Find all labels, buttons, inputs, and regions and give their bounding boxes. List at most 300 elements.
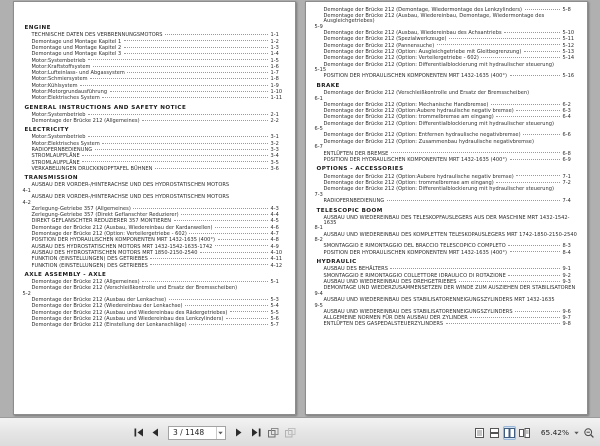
toc-entry-label: Demontage der Brücke 212 (Option: Differentialblockierung mit hydraulischer steuerung)	[323, 186, 555, 193]
toc-leader-dots	[215, 245, 268, 246]
toc-entry-label: RADIOFERNBEDIENUNG	[323, 197, 385, 204]
toc-entry-page: 3-3	[270, 147, 279, 154]
toc-leader-dots	[82, 155, 268, 156]
toc-entry-page: 5-4	[270, 303, 279, 310]
toc-entry-label: AUSBAU UND WIEDEREINBAU DES TELESKOPFAUSLEGERS AUS DER MASCHINE MRT 1432-1542-1635	[323, 214, 570, 226]
toc-entry-label: AUSBAU UND WIEDEREINBAU DES DREHGETRIEBES	[323, 279, 457, 286]
toc-leader-dots	[391, 152, 560, 153]
toc-entry-page: 4-4	[270, 212, 279, 219]
toc-entry-label: Demontage der Brücke 212 (Option: Verteilergetriebe - 602)	[31, 231, 187, 238]
toc-section-heading: AXLE ASSEMBLY - AXLE	[24, 271, 107, 278]
toc-entry[interactable]	[23, 264, 286, 269]
toc-entry-page: 8-3	[562, 243, 571, 250]
toc-leader-dots	[150, 264, 268, 265]
toc-entry[interactable]	[315, 152, 578, 157]
toc-entry-label: Demontage der Brücke 212 (Pannensuche)	[323, 42, 435, 49]
toc-entry-label: Demontage der Brücke 212 (Ausbau, Wiedereinbau der Kardanwellen)	[31, 224, 213, 231]
toc-entry-label: Demontage und Montage Kapitel 2	[31, 44, 122, 51]
toc-entry-label: Motor:Elektrisches System	[31, 140, 100, 147]
toc-entry-label: STROMLAUFPLÄNE	[31, 159, 80, 166]
toc-entry[interactable]	[315, 31, 578, 36]
toc-entry-label: FUNKTION (EINSTELLUNGEN) DES GETRIEBES	[31, 256, 148, 263]
toc-entry[interactable]	[315, 91, 578, 101]
zoom-and-view-group	[473, 418, 596, 446]
toc-entry[interactable]	[23, 238, 286, 243]
toc-entry-label: Demontage der Brücke 212 (Option:Aubere hydraulische negativ bremse)	[323, 173, 514, 180]
toc-entry-label: RADIOFERNBEDIENUNG	[31, 147, 93, 154]
toc-entry-page: 2-1	[270, 111, 279, 118]
toc-leader-dots	[523, 134, 560, 135]
toc-entry-label: Motor:Kühlsystem	[31, 82, 78, 89]
toc-entry-label: SMONTAGGIO E RIMONTAGGIO COLLETTORE IDRAULICO DI ROTAZIONE	[323, 272, 506, 279]
toc-entry-label: VERKABELUNGEN DRUCKKNOPFTAFEL BÜHNEN	[31, 165, 153, 172]
toc-entry[interactable]	[315, 233, 578, 243]
toc-entry[interactable]	[23, 142, 286, 147]
toc-leader-dots	[93, 66, 268, 67]
toc-leader-dots	[165, 34, 268, 35]
toc-entry-page: 1-3	[270, 44, 279, 51]
toc-entry-page: 4-11	[270, 256, 283, 263]
toc-leader-dots	[124, 40, 268, 41]
toc-entry[interactable]	[23, 251, 286, 256]
toc-entry[interactable]	[23, 232, 286, 237]
toc-leader-dots	[387, 200, 560, 201]
toc-section-heading: TRANSMISSION	[24, 175, 79, 182]
toc-entry-page: 4-2	[22, 199, 31, 206]
zoom-out-button[interactable]	[582, 425, 596, 440]
toc-leader-dots	[181, 214, 268, 215]
toc-entry-label: Motor:Lufteinlass- und Abgassystem	[31, 70, 125, 77]
toc-leader-dots	[496, 182, 560, 183]
toc-entry-page: 7-3	[314, 191, 323, 198]
toc-entry[interactable]	[315, 187, 578, 197]
toc-leader-dots	[481, 57, 560, 58]
toc-entry-page: 6-9	[562, 156, 571, 163]
toc-leader-dots	[524, 51, 560, 52]
toc-entry-page: 4-8	[270, 237, 279, 244]
toc-leader-dots	[185, 305, 268, 306]
toc-entry-label: Motor:Schmiersystem	[31, 76, 88, 83]
toc-entry[interactable]	[315, 280, 578, 285]
toc-entry-label: Demontage der Brücke 212 (Einstellung der Lenkanschläge)	[31, 322, 187, 329]
toc-entry-page: 6-3	[562, 108, 571, 115]
toc-leader-dots	[189, 324, 268, 325]
toc-entry-page: 9-5	[314, 302, 323, 309]
single-page-view-button[interactable]	[473, 426, 486, 440]
toc-entry-page: 3-4	[270, 153, 279, 160]
toc-entry-page: 1-7	[270, 70, 279, 77]
toc-section-heading: TELESCOPIC BOOM	[316, 207, 383, 214]
toc-section-heading: GENERAL INSTRUCTIONS AND SAFETY NOTICE	[24, 104, 187, 111]
toc-entry-page: 5-8	[562, 7, 571, 13]
toc-leader-dots	[88, 114, 268, 115]
toc-entry-label: Demontage der Brücke 212 (Option: Ausgleichgetriebe mit Gleitbegrenzung)	[323, 48, 522, 55]
toc-entry-label: Demontage und Montage Kapitel 3	[31, 51, 122, 58]
toc-leader-dots	[189, 233, 268, 234]
toc-entry[interactable]	[23, 213, 286, 218]
viewer-toolbar	[0, 417, 600, 446]
toc-section-heading: HYDRAULIC	[316, 259, 357, 266]
toc-entry[interactable]	[23, 161, 286, 166]
toc-entry-label: Demontage der Brücke 212 (Spezialwerkzeuge)	[323, 36, 447, 43]
toc-entry[interactable]	[315, 286, 578, 296]
toc-section-heading: ENGINE	[24, 25, 51, 32]
toc-entry-page: 7-2	[562, 179, 571, 186]
toc-entry[interactable]	[23, 226, 286, 231]
toc-entry[interactable]	[315, 199, 578, 204]
toc-entry[interactable]	[315, 251, 578, 256]
toc-entry[interactable]	[23, 59, 286, 64]
toc-entry-page: 4-6	[270, 224, 279, 231]
toc-entry-page: 1-6	[270, 63, 279, 70]
toc-entry[interactable]	[23, 167, 286, 172]
toc-leader-dots	[124, 53, 268, 54]
toc-entry-label: AUSBAU UND WIEDEREINBAU DES KOMPLETTEN TELESKOPAUSLEGERS MRT 1742-1850-2150-2540	[323, 231, 577, 238]
next-page-button[interactable]	[232, 425, 246, 440]
toc-entry-page: 1-4	[270, 51, 279, 58]
toc-leader-dots	[80, 85, 268, 86]
next-view-button[interactable]	[283, 425, 297, 440]
toc-entry-label: ALLGEMEINE NORMEN FÜR DEN AUSBAU DER ZYLINDER	[323, 315, 468, 322]
continuous-scroll-view-button[interactable]	[488, 426, 501, 440]
toc-entry-label: Motor:Systembetrieb	[31, 57, 86, 64]
toc-entry-page: 3-2	[270, 140, 279, 147]
toc-section-heading: OPTIONS - ACCESSORIES	[316, 166, 404, 173]
toc-entry[interactable]	[315, 244, 578, 249]
toc-entry[interactable]	[23, 154, 286, 159]
toc-entry-page: 5-7	[270, 322, 279, 329]
toc-entry-label: Demontage der Brücke 212 (Option: trommelbremse am eingang)	[323, 179, 494, 186]
toc-section-heading: BRAKE	[316, 82, 340, 89]
toc-entry[interactable]	[315, 103, 578, 108]
toc-leader-dots	[449, 38, 560, 39]
toc-leader-dots	[516, 175, 560, 176]
toc-entry[interactable]	[315, 140, 578, 150]
toc-entry-page: 8-4	[562, 249, 571, 256]
toc-entry-label: Demontage der Brücke 212 (Option: Verteilergetriebe - 602)	[323, 55, 479, 62]
toc-entry[interactable]	[23, 65, 286, 70]
toc-entry-page: 1-1	[270, 32, 279, 39]
toc-entry[interactable]	[23, 317, 286, 322]
toc-entry-page: 5-2	[22, 290, 31, 297]
toc-entry[interactable]	[315, 122, 578, 132]
toc-entry-page: 5-11	[562, 36, 575, 43]
toc-entry[interactable]	[23, 40, 286, 45]
toc-entry[interactable]	[315, 175, 578, 180]
toc-entry[interactable]	[315, 63, 578, 73]
toc-leader-dots	[102, 143, 268, 144]
toc-entry-label: ENTLÜFTEN DER BREMSE	[323, 150, 389, 157]
toc-leader-dots	[124, 47, 268, 48]
toc-leader-dots	[110, 91, 268, 92]
toc-leader-dots	[88, 136, 268, 137]
toc-entry[interactable]	[315, 158, 578, 163]
toc-entry-label: TECHNISCHE DATEN DES VERBRENNUNGSMOTORS	[31, 32, 163, 39]
zoom-level-value: 65.42%	[540, 428, 569, 437]
toc-entry-page: 1-2	[270, 38, 279, 45]
toc-entry-page: 5-6	[270, 315, 279, 322]
toc-entry-label: AUSBAU DER VORDER-/HINTERACHSE UND DES HYDROSTATISCHEN MOTORS	[31, 182, 230, 189]
toc-entry-page: 5-16	[562, 73, 575, 80]
toc-entry-page: 5-14	[562, 55, 575, 62]
toc-entry-page: 8-2	[314, 237, 323, 244]
toc-entry[interactable]	[315, 14, 578, 30]
toc-entry-label: Motor:Systembetrieb	[31, 111, 86, 118]
toc-leader-dots	[82, 161, 268, 162]
toc-entry[interactable]	[23, 257, 286, 262]
toc-leader-dots	[525, 9, 560, 10]
toc-entry-page: 4-9	[270, 243, 279, 250]
toc-left-column	[23, 26, 286, 328]
toc-entry-page: 7-1	[562, 173, 571, 180]
toc-entry-label: Demontage der Brücke 212 (Verschleißkontrolle und Ersatz der Bremsscheiben)	[323, 90, 530, 97]
toc-leader-dots	[215, 227, 268, 228]
toc-entry-page: 1-5	[270, 57, 279, 64]
toc-entry[interactable]	[315, 56, 578, 61]
toc-entry-label: Demontage der Brücke 212 (Option: Differentialblockierung mit hydraulischer steuerung)	[323, 120, 555, 127]
toc-entry-label: Demontage der Brücke 212 (Ausbau der Lenkachse)	[31, 296, 167, 303]
toc-entry[interactable]	[23, 46, 286, 51]
toc-entry-page: 4-3	[270, 205, 279, 212]
toc-entry[interactable]	[315, 8, 578, 13]
toc-entry-page: 5-13	[562, 48, 575, 55]
toc-leader-dots	[491, 104, 560, 105]
toc-leader-dots	[510, 75, 560, 76]
toc-entry-page: 6-8	[562, 150, 571, 157]
toc-entry-label: Zerlegung-Getriebe 357 (Allgemeines)	[31, 205, 131, 212]
toc-leader-dots	[218, 239, 268, 240]
toc-entry-label: STROMLAUFPLÄNE	[31, 153, 80, 160]
toc-entry-label: POSITION DER HYDRAULISCHEN KOMPONENTEN MRT 1432-1635 (400°)	[31, 237, 216, 244]
toc-entry-page: 6-7	[314, 144, 323, 151]
toc-entry[interactable]	[23, 183, 286, 193]
toc-entry-page: 6-5	[314, 126, 323, 133]
toc-entry-label: FUNKTION (EINSTELLUNGEN) DES GETRIEBES	[31, 262, 148, 269]
toc-leader-dots	[133, 208, 268, 209]
toc-entry-label: AUSBAU DES HYDROSTATISCHEN MOTORS MRT 1432-1542-1635-1742	[31, 243, 213, 250]
toc-entry[interactable]	[23, 113, 286, 118]
toc-entry-label: Zerlegung-Getriebe 357 (Direkt Geflanschter Reduzierer)	[31, 212, 179, 219]
toc-leader-dots	[437, 44, 560, 45]
toc-entry[interactable]	[23, 304, 286, 309]
toc-entry[interactable]	[23, 298, 286, 303]
toc-leader-dots	[390, 268, 560, 269]
toc-entry-page: 9-8	[562, 321, 571, 328]
page-number-value: 3 / 1148	[173, 427, 205, 437]
toc-entry-label: Demontage der Brücke 212 (Ausbau, Wiedereinbau, Demontage, Wiedermontage des Ausgleichgetriebes)	[323, 13, 545, 25]
toc-entry-label: AUSBAU DER VORDER-/HINTERACHSE UND DES HYDROSTATISCHEN MOTORS	[31, 194, 230, 201]
toc-entry[interactable]	[23, 33, 286, 38]
toc-entry-page: 1-10	[270, 89, 283, 96]
toc-leader-dots	[508, 245, 560, 246]
toc-entry[interactable]	[315, 133, 578, 138]
toc-leader-dots	[510, 159, 560, 160]
toc-entry-page: 5-9	[314, 23, 323, 30]
toc-entry[interactable]	[23, 84, 286, 89]
toc-entry[interactable]	[23, 311, 286, 316]
toc-entry[interactable]	[315, 216, 578, 232]
toc-entry[interactable]	[315, 50, 578, 55]
toc-entry-label: Demontage der Brücke 212 (Wiedereinbau der Lenkachse)	[31, 303, 183, 310]
two-page-view-button[interactable]	[503, 426, 516, 440]
toc-leader-dots	[230, 311, 268, 312]
toc-leader-dots	[515, 311, 560, 312]
toc-entry-label: Demontage und Montage Kapitel 1	[31, 38, 122, 45]
document-page-left[interactable]	[13, 1, 296, 415]
toc-section-heading: ELECTRICITY	[24, 127, 70, 134]
page-navigation-group	[131, 418, 297, 446]
toc-leader-dots	[155, 168, 268, 169]
toc-entry-page: 1-11	[270, 95, 283, 102]
toc-entry[interactable]	[23, 119, 286, 124]
toc-leader-dots	[226, 318, 268, 319]
toc-entry[interactable]	[315, 115, 578, 120]
toc-entry-label: Demontage der Brücke 212 (Ausbau, Wiedereinbau des Achsantriebs	[323, 30, 502, 37]
toc-entry-page: 1-9	[270, 82, 279, 89]
toc-leader-dots	[510, 251, 560, 252]
toc-entry-label: DEMONTAGE UND WIEDERZUSAMMENSETZEN DER WINDE ZUM AUSZIEHEN DER STABILISATOREN	[323, 285, 576, 292]
toc-leader-dots	[200, 252, 268, 253]
toc-entry-label: Demontage der Brücke 212 (Option: Differentialblockierung mit hydraulischer steuerung)	[323, 61, 555, 68]
toc-leader-dots	[88, 59, 268, 60]
toc-entry[interactable]	[315, 37, 578, 42]
toc-entry[interactable]	[315, 109, 578, 114]
toc-entry-label: Motor:Kraftstoffsystem	[31, 63, 91, 70]
toc-entry[interactable]	[315, 181, 578, 186]
toc-entry-page: 9-7	[562, 315, 571, 322]
toc-entry-page: 3-6	[270, 165, 279, 172]
toc-entry[interactable]	[315, 322, 578, 327]
toc-entry-page: 7-4	[562, 197, 571, 204]
toc-entry-page: 9-2	[562, 272, 571, 279]
toc-entry-page: 9-4	[314, 290, 323, 297]
toc-entry-label: Demontage der Brücke 212 (Ausbau und Wiedereinbau des Rädergetriebes)	[31, 309, 228, 316]
toc-entry-label: Demontage der Brücke 212 (Demontage, Wiedermontage des Lenkzylinders)	[323, 7, 523, 13]
page-number-input[interactable]	[168, 426, 226, 440]
toc-leader-dots	[516, 110, 560, 111]
toc-entry-page: 5-12	[562, 42, 575, 49]
toc-entry[interactable]	[23, 245, 286, 250]
toc-entry[interactable]	[23, 280, 286, 285]
toc-entry-page: 6-4	[562, 114, 571, 121]
toc-entry-label: Demontage der Brücke 212 (Option:Aubere hydraulische negativ bremse)	[323, 108, 514, 115]
toc-leader-dots	[150, 258, 268, 259]
toc-entry[interactable]	[315, 274, 578, 279]
toc-entry-label: ENTLÜFTEN DES GASPEDALSTEUERZYLINDERS	[323, 321, 444, 328]
toc-entry-page: 4-7	[270, 231, 279, 238]
previous-page-button[interactable]	[148, 425, 162, 440]
toc-entry[interactable]	[23, 135, 286, 140]
toc-entry[interactable]	[23, 286, 286, 296]
toc-entry-page: 2-2	[270, 118, 279, 125]
toc-leader-dots	[459, 281, 560, 282]
toc-right-column	[315, 8, 578, 327]
toc-entry-page: 6-6	[562, 132, 571, 139]
toc-leader-dots	[508, 275, 560, 276]
document-page-right[interactable]	[305, 1, 588, 415]
toc-entry-label: AUSBAU UND WIEDEREINBAU DES STABILISATORENNEIGUNGSZYLINDERS MRT 1432-1635	[323, 297, 555, 304]
toc-entry-label: POSITION DER HYDRAULISCHEN KOMPONENTEN MRT 1432-1635 (400°)	[323, 249, 508, 256]
toc-entry-label: DIREKT GEFLANSCHTER REDUZIERER 357 MONTIEREN	[31, 218, 172, 225]
toc-entry-page: 5-15	[314, 67, 327, 73]
toc-leader-dots	[446, 323, 560, 324]
previous-view-button[interactable]	[266, 425, 280, 440]
toc-entry-label: POSITION DER HYDRAULISCHEN KOMPONENTEN MRT 1432-1635 (400°)	[323, 156, 508, 163]
toc-leader-dots	[174, 220, 268, 221]
toc-leader-dots	[127, 72, 268, 73]
toc-leader-dots	[90, 78, 268, 79]
book-view-button[interactable]	[518, 426, 531, 440]
toc-entry-label: Motor:Systembetrieb	[31, 134, 86, 141]
toc-entry-page: 4-1	[22, 187, 31, 194]
toc-entry-label: AUSBAU UND WIEDEREINBAU DES STABILISATORENNEIGUNGSZYLINDERS	[323, 308, 513, 315]
toc-entry-page: 1-8	[270, 76, 279, 83]
toc-entry[interactable]	[23, 52, 286, 57]
toc-entry-page: 8-1	[314, 225, 323, 232]
toc-entry-label: SMONTAGGIO E RIMONTAGGIO DEL BRACCIO TELESCOPICO COMPLETO	[323, 243, 506, 250]
toc-entry-label: Demontage der Brücke 212 (Ausbau und Wiedereinbau des Lenkzylinders)	[31, 315, 224, 322]
toc-entry-label: Motor:Elektrisches System	[31, 95, 100, 102]
toc-leader-dots	[102, 97, 268, 98]
toc-leader-dots	[95, 149, 268, 150]
toc-entry-page: 5-5	[270, 309, 279, 316]
toc-entry[interactable]	[23, 207, 286, 212]
last-page-button[interactable]	[249, 425, 263, 440]
toc-entry-page: 9-3	[562, 279, 571, 286]
toc-leader-dots	[142, 120, 268, 121]
toc-entry-label: Demontage der Brücke 212 (Allgemeines)	[31, 118, 140, 125]
toc-entry-label: Motor:Motorgrundausführung	[31, 89, 108, 96]
toc-entry[interactable]	[23, 90, 286, 95]
toc-leader-dots	[470, 317, 560, 318]
toc-entry[interactable]	[315, 298, 578, 308]
toc-entry-label: Demontage der Brücke 212 (Allgemeines)	[31, 278, 140, 285]
toc-entry[interactable]	[315, 267, 578, 272]
zoom-chevron-down-icon[interactable]	[573, 427, 580, 439]
toc-entry-label: Demontage der Brücke 212 (Verschleißkontrolle und Ersatz der Bremsscheiben)	[31, 285, 238, 292]
toc-entry[interactable]	[23, 77, 286, 82]
toc-leader-dots	[142, 281, 268, 282]
toc-entry-label: Demontage der Brücke 212 (Option: Mechanische Handbremse)	[323, 101, 489, 108]
toc-entry-label: Demontage der Brücke 212 (Option: trommelbremse am eingang)	[323, 114, 494, 121]
toc-entry-label: AUSBAU DES BEHÄLTERS	[323, 266, 388, 273]
toc-entry[interactable]	[315, 44, 578, 49]
toc-entry-page: 9-1	[562, 266, 571, 273]
toc-entry-page: 6-1	[314, 95, 323, 102]
toc-entry-page: 5-1	[270, 278, 279, 285]
toc-entry[interactable]	[23, 323, 286, 328]
toc-entry-page: 3-5	[270, 159, 279, 166]
toc-entry-label: Demontage der Brücke 212 (Option: Zusammenbau hydraulische negativbremse)	[323, 138, 534, 145]
toc-entry-page: 9-6	[562, 308, 571, 315]
toc-entry-page: 5-3	[270, 296, 279, 303]
toc-entry-page: 5-10	[562, 30, 575, 37]
toc-entry-label: AUSBAU DES HYDROSTATISCHEN MOTORS MRT 1850-2150-2540	[31, 249, 198, 256]
toc-entry[interactable]	[23, 219, 286, 224]
toc-entry[interactable]	[23, 195, 286, 205]
first-page-button[interactable]	[131, 425, 145, 440]
toc-entry-page: 4-12	[270, 262, 283, 269]
chevron-down-icon[interactable]	[216, 427, 223, 439]
toc-entry[interactable]	[315, 74, 578, 79]
toc-entry-page: 6-2	[562, 101, 571, 108]
toc-entry-page: 4-10	[270, 249, 283, 256]
toc-entry-label: Demontage der Brücke 212 (Option: Entfernen hydraulische negativbremse)	[323, 132, 521, 139]
toc-entry-page: 3-1	[270, 134, 279, 141]
toc-entry[interactable]	[23, 71, 286, 76]
toc-entry[interactable]	[23, 96, 286, 101]
toc-leader-dots	[169, 299, 268, 300]
